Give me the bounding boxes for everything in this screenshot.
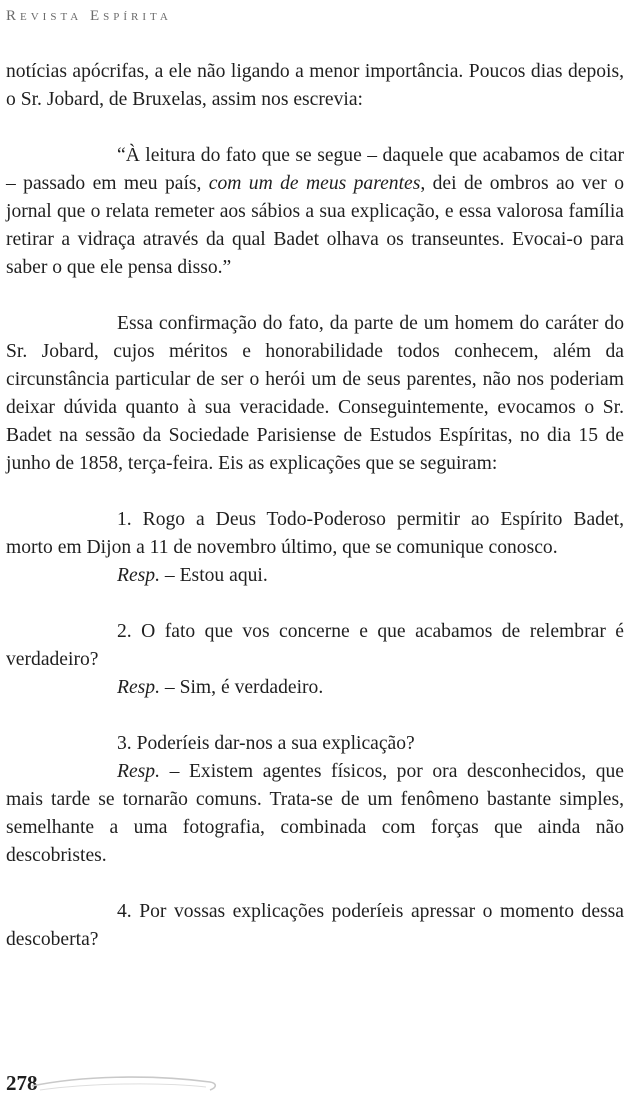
paragraph: notícias apócrifas, a ele não ligando a menor importância. Poucos dias depois, o Sr. Jobard, de Bruxelas, assim nos escrevia: xyxy=(6,61,624,110)
question: 4. Por vossas explicações poderíeis apressar o momento dessa descoberta? xyxy=(6,901,624,950)
quote-italic-text: com um de meus parentes xyxy=(208,173,421,194)
resp-label: Resp. xyxy=(117,677,160,698)
quote-text: , dei de ombros ao ver o jornal que o relata remeter aos sábios a sua explicação, e essa valorosa família retirar a vidraça através da qual Badet olhava os transeuntes. Evocai-o para saber o que ele pensa disso.” xyxy=(6,173,624,278)
resp-text: – Sim, é verdadeiro. xyxy=(160,677,324,698)
page-body xyxy=(6,58,624,954)
resp-label: Resp. xyxy=(117,565,160,586)
answer xyxy=(6,758,624,870)
resp-text: – Estou aqui. xyxy=(160,565,268,586)
paragraph: Essa confirmação do fato, da parte de um homem do caráter do Sr. Jobard, cujos méritos e honorabilidade todos conhecem, além da circunstância particular de ser o herói um de seus parentes, não nos poderiam deixar dúvida quanto à sua veracidade. Conseguintemente, evocamos o Sr. Badet na sessão da Sociedade Parisiense de Estudos Espíritas, no dia 15 de junho de 1858, terça-feira. Eis as explicações que se seguiram: xyxy=(6,313,624,474)
question: 1. Rogo a Deus Todo-Poderoso permitir ao Espírito Badet, morto em Dijon a 11 de novembro último, que se comunique conosco. xyxy=(6,509,624,558)
running-header: Revista Espírita xyxy=(6,8,172,24)
answer xyxy=(6,674,624,702)
quotation-paragraph xyxy=(6,142,624,282)
quote-text: “À leitura do fato que se segue – daquele que acabamos de citar – passado em meu país, xyxy=(6,145,624,194)
decorative-swoosh-icon xyxy=(30,1070,220,1096)
answer xyxy=(6,562,624,590)
page-number: 278 xyxy=(6,1071,38,1095)
question: 2. O fato que vos concerne e que acabamos de relembrar é verdadeiro? xyxy=(6,621,624,670)
resp-label: Resp. xyxy=(117,761,160,782)
question: 3. Poderíeis dar-nos a sua explicação? xyxy=(117,733,415,754)
resp-text: – Existem agentes físicos, por ora desconhecidos, que mais tarde se tornarão comuns. Trata-se de um fenômeno bastante simples, semelhante a uma fotografia, combinada com forças que ainda não descobristes. xyxy=(6,761,624,866)
